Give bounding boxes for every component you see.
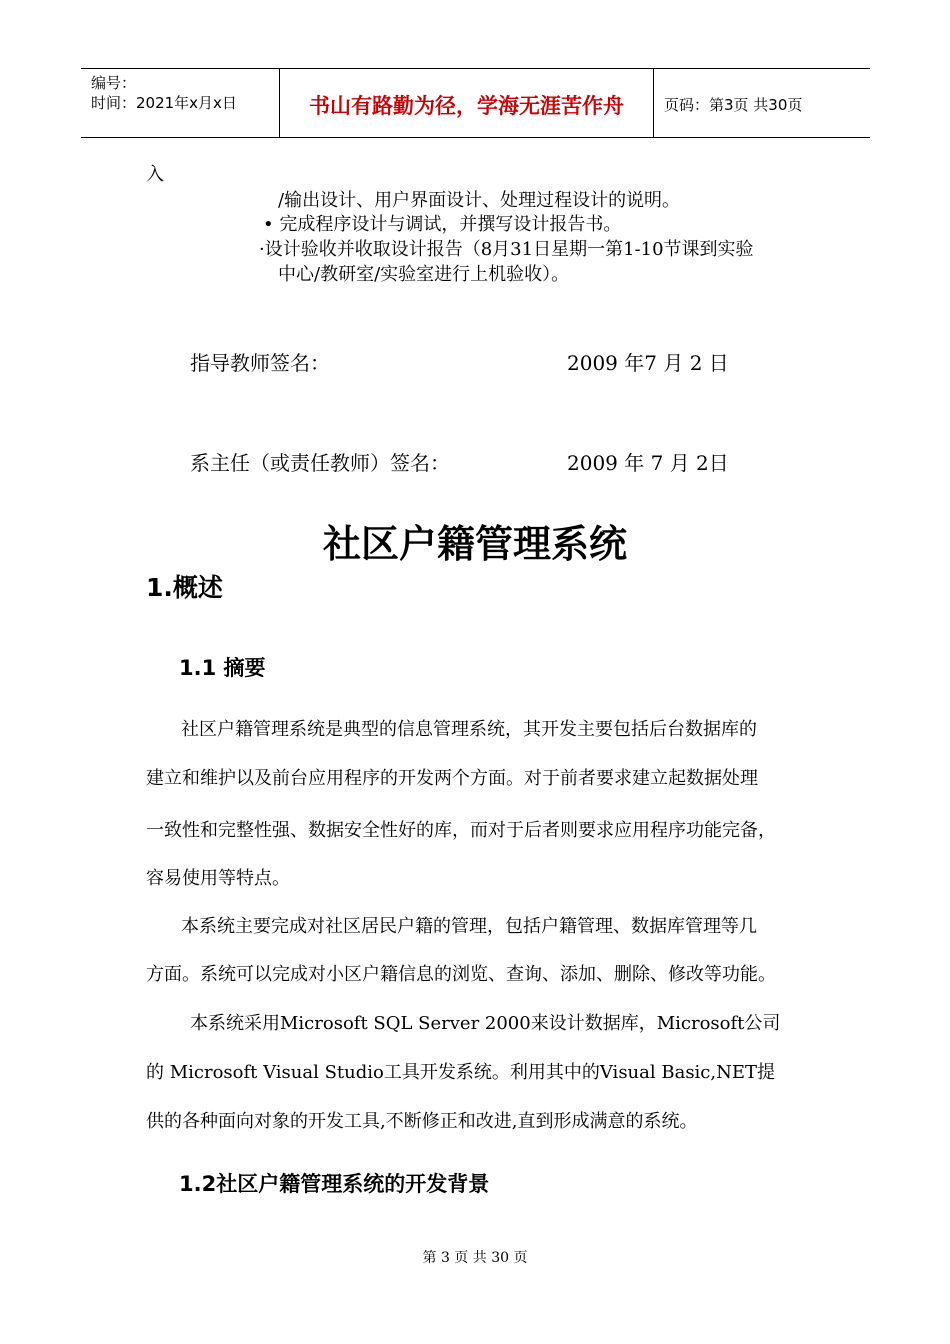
advisor-signature-date: 2009 年7 月 2 日 xyxy=(567,351,729,375)
header-motto: 书山有路勤为径，学海无涯苦作舟 xyxy=(280,69,654,137)
paragraph-line: 本系统采用Microsoft SQL Server 2000来设计数据库，Microsoft公司 xyxy=(190,1013,781,1034)
paragraph-line: 建立和维护以及前台应用程序的开发两个方面。对于前者要求建立起数据处理 xyxy=(146,768,758,789)
paragraph-line: 方面。系统可以完成对小区户籍信息的浏览、查询、添加、删除、修改等功能。 xyxy=(146,964,776,985)
section-heading-overview: 1.概述 xyxy=(146,573,223,602)
intro-line-1: 入 xyxy=(146,164,164,185)
paragraph-line: 社区户籍管理系统是典型的信息管理系统，其开发主要包括后台数据库的 xyxy=(181,719,757,740)
intro-line-3: • 完成程序设计与调试，并撰写设计报告书。 xyxy=(263,214,622,235)
advisor-signature-label: 指导教师签名： xyxy=(190,351,330,375)
header-number-label: 编号： xyxy=(91,74,137,92)
paragraph-line: 供的各种面向对象的开发工具,不断修正和改进,直到形成满意的系统。 xyxy=(146,1111,698,1132)
intro-line-2: /输出设计、用户界面设计、处理过程设计的说明。 xyxy=(278,190,681,211)
page-footer: 第 3 页 共 30 页 xyxy=(422,1250,528,1266)
header-meta xyxy=(81,69,280,137)
director-signature-date: 2009 年 7 月 2日 xyxy=(567,451,729,475)
intro-line-5: 中心/教研室/实验室进行上机验收）。 xyxy=(278,264,570,285)
paragraph-line: 的 Microsoft Visual Studio工具开发系统。利用其中的Visual Basic,NET提 xyxy=(146,1062,776,1083)
paragraph-line: 容易使用等特点。 xyxy=(146,868,290,889)
paragraph-line: 本系统主要完成对社区居民户籍的管理，包括户籍管理、数据库管理等几 xyxy=(181,916,757,937)
director-signature-label: 系主任（或责任教师）签名： xyxy=(190,451,450,475)
page-header xyxy=(81,68,870,138)
subsection-heading-background: 1.2社区户籍管理系统的开发背景 xyxy=(179,1172,490,1196)
header-time-label: 时间：2021年x月x日 xyxy=(91,94,237,112)
subsection-heading-abstract: 1.1 摘要 xyxy=(179,656,266,680)
intro-line-4: ·设计验收并收取设计报告（8月31日星期一第1-10节课到实验 xyxy=(259,239,754,260)
header-page-info: 页码：第3页 共30页 xyxy=(664,95,803,114)
document-title: 社区户籍管理系统 xyxy=(322,522,627,566)
paragraph-line: 一致性和完整性强、数据安全性好的库，而对于后者则要求应用程序功能完备， xyxy=(146,820,776,841)
